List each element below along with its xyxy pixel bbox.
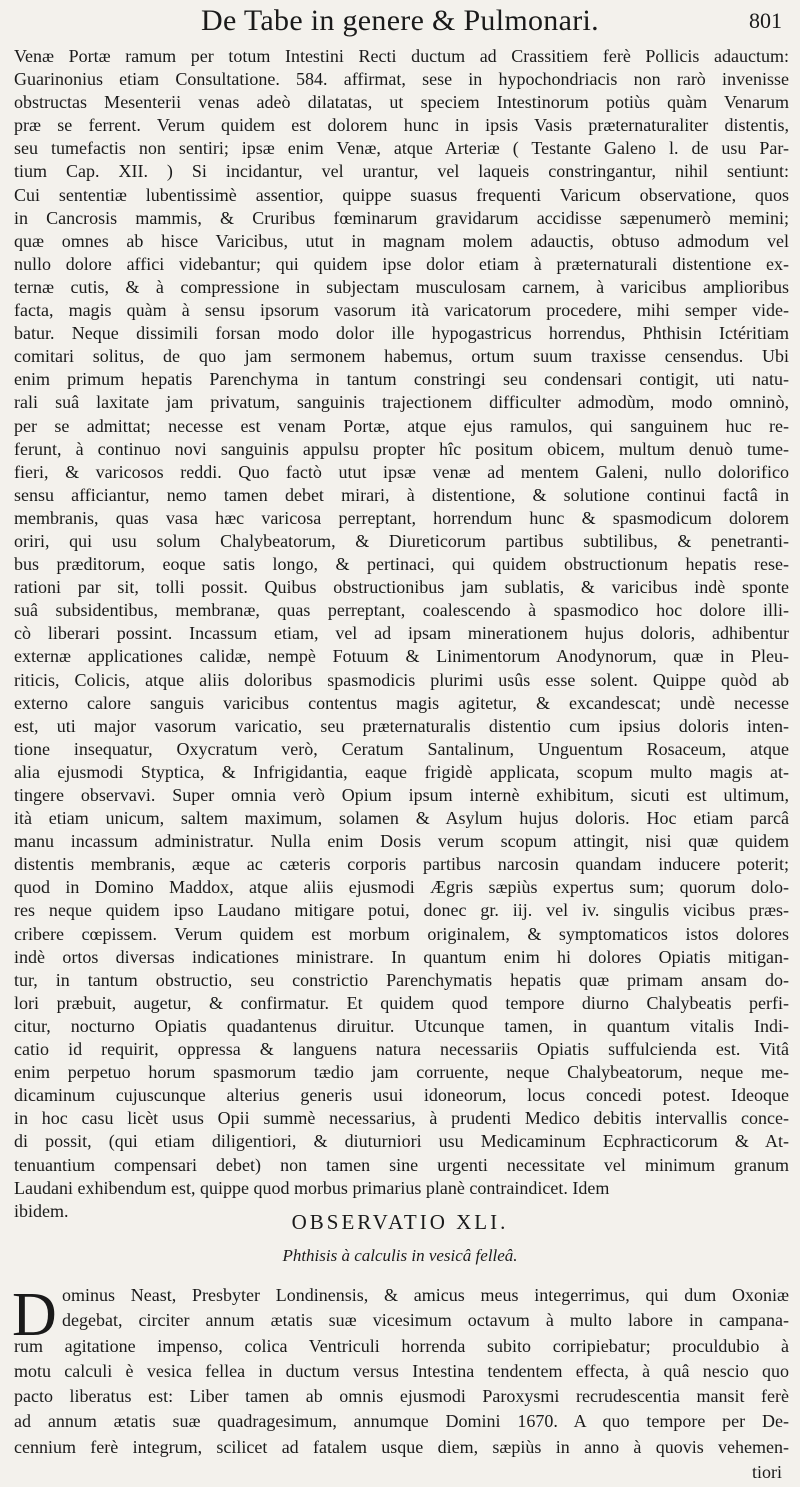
- text-line: tur, in tantum obstructio, seu constrictio Parenchymatis hepatis quæ primam ansam do-: [14, 969, 789, 990]
- text-line: in hoc casu licèt usus Opii summè necessarius, à prudenti Medico debitis intervallis conce-: [14, 1108, 789, 1129]
- text-line: Venæ Portæ ramum per totum Intestini Recti ductum ad Crassitiem ferè Pollicis adauctum:: [14, 46, 789, 66]
- observation-text-block: [14, 1283, 789, 1460]
- text-line: tione insequatur, Oxycratum verò, Ceratum Santalinum, Unguentum Rosaceum, atque: [14, 738, 789, 759]
- catchword: tiori: [752, 1462, 782, 1482]
- running-title: De Tabe in genere & Pulmonari.: [201, 4, 599, 37]
- text-line: batur. Neque dissimili forsan modo dolor ille hypogastricus horrendus, Phthisin Ictéritiam: [14, 323, 789, 344]
- observation-heading: OBSERVATIO XLI.: [291, 1210, 509, 1234]
- text-line: nullo dolore affici videbantur; qui quidem ipse dolor etiam à præternaturali distentione ex-: [14, 253, 789, 274]
- observation-line: pacto liberatus est: Liber tamen ab omnis ejusmodi Paroxysmi recrudescentia mansit ferè: [14, 1386, 789, 1407]
- text-line: tingere observavi. Super omnia verò Opium ipsum internè exhibitum, sicuti est ultimum,: [14, 785, 789, 805]
- text-line: quæ omnes ab hisce Varicibus, utut in magnam molem adauctis, obtuso admodum vel: [14, 230, 789, 251]
- text-line: enim primum hepatis Parenchyma in tantum constringi seu condensari contigit, uti natu-: [14, 369, 789, 390]
- text-line: fieri, & varicosos reddi. Quo factò utut ipsæ venæ ad mentem Galeni, nullo dolorifico: [14, 461, 789, 482]
- text-line: di possit, (qui etiam diligentiori, & diuturniori usu Medicaminum Ecphracticorum & At-: [14, 1131, 789, 1152]
- text-line: quod in Domino Maddox, atque aliis ejusmodi Ægris sæpiùs expertus sum; quorum dolo-: [14, 877, 789, 898]
- text-line: bus præditorum, eoque satis longo, & pertinaci, qui quidem obstructionum hepatis rese-: [14, 554, 789, 575]
- text-line: cribere cœpissem. Verum quidem est morbum originalem, & symptomaticos istos dolores: [14, 923, 789, 944]
- text-line: in Cancrosis mammis, & Cruribus fœminarum gravidarum accidisse sæpenumerò memini;: [14, 207, 789, 228]
- text-line: cò liberari possint. Incassum etiam, vel ad ipsam minerationem hujus doloris, adhibentur: [14, 623, 789, 644]
- text-line: tenuantium compensari debet) non tamen sine urgenti necessitate vel minimum granum: [14, 1154, 789, 1175]
- text-line: res neque quidem ipso Laudano mitigare potui, donec gr. iij. vel iv. singulis vicibus præs-: [14, 900, 789, 921]
- text-line: riticis, Colicis, atque aliis doloribus spasmodicis plurimi usûs esse solent. Quippe quòd ab: [14, 669, 789, 690]
- text-line: obstructas Mesenterii venas adeò dilatatas, ut speciem Intestinorum potiùs quàm Venarum: [14, 92, 789, 113]
- text-line: rali suâ laxitate jam privatum, sanguinis trajectionem difficulter admodùm, modo omninò,: [14, 392, 789, 413]
- text-line: Laudani exhibendum est, quippe quod morbus primarius planè contraindicet. Idem: [14, 1177, 610, 1198]
- text-line: Cui sententiæ lubentissimè assentior, quippe suasus frequenti Varicum observatione, quos: [14, 184, 789, 205]
- text-line: ibidem.: [14, 1200, 69, 1221]
- text-line: ità etiam unicum, saltem maximum, solamen & Asylum hujus doloris. Hoc etiam parcâ: [14, 808, 789, 829]
- text-line: tium Cap. XII. ) Si incidantur, vel urantur, vel laqueis constringantur, nihil sentiunt:: [14, 161, 789, 182]
- observation-line: cennium ferè integrum, scilicet ad fatalem usque diem, sæpiùs in anno à quovis vehemen-: [14, 1436, 789, 1457]
- running-head: [0, 0, 800, 48]
- main-text-block: [14, 45, 789, 1223]
- text-line: ferunt, à continuo novi sanguinis appulsu propter hîc positum obicem, multum denuò tume-: [14, 438, 789, 459]
- text-line: præ se ferrent. Verum quidem est dolorem hunc in ipsis Vasis præternaturaliter distentis,: [14, 115, 789, 136]
- text-line: citur, nocturno Opiatis quadantenus diruitur. Utcunque tamen, in quantum vitalis Indi-: [14, 1015, 789, 1036]
- observation-subtitle: Phthisis à calculis in vesicâ felleâ.: [282, 1246, 518, 1265]
- text-line: oriri, qui usu solum Chalybeatorum, & Diureticorum partibus subtilibus, & penetranti-: [14, 530, 789, 551]
- text-line: catio id requirit, oppressa & languens natura necessariis Opiatis suffulcienda est. Vitâ: [14, 1039, 789, 1060]
- text-line: facta, magis quàm à sensu ipsorum vasorum ità varicatorum procedere, mihi semper vide-: [14, 300, 789, 321]
- text-line: enim perpetuo horum spasmorum tædio jam corruente, neque Chalybeatorum, neque me-: [14, 1062, 789, 1083]
- text-line: seu tumefactis non sentiri; ipsæ enim Venæ, atque Arteriæ ( Testante Galeno l. de usu Par-: [14, 138, 789, 159]
- text-line: sensu afficiantur, nemo tamen debet mirari, à distentione, & solutione continui factâ in: [14, 484, 789, 505]
- observation-line: motu calculi è vesica fellea in ductum versus Intestina tendentem effecta, à quâ nescio quo: [14, 1360, 789, 1381]
- text-line: rationi par sit, tolli possit. Quibus obstructionibus jam sublatis, & varicibus indè sponte: [14, 577, 789, 598]
- text-line: lori præbuit, augetur, & confirmatur. Et quidem quod tempore diurno Chalybeatis perfi-: [14, 992, 789, 1013]
- text-line: indè ortos diversas indicationes ministrare. In quantum enim hi dolores Opiatis mitigan-: [14, 946, 789, 967]
- observation-line: ominus Neast, Presbyter Londinensis, & amicus meus integerrimus, qui dum Oxoniæ: [62, 1285, 789, 1305]
- text-line: suâ subsidentibus, membranæ, quas perreptant, coalescendo à spasmodico hoc dolore illi-: [14, 600, 789, 621]
- page-number: 801: [749, 8, 782, 33]
- text-line: alia ejusmodi Styptica, & Infrigidantia, eaque frigidè applicata, scopum multo magis at-: [14, 761, 789, 782]
- text-line: externo calore sanguis varicibus contentus magis agitetur, & excandescat; undè necesse: [14, 692, 789, 713]
- observation-line: rum agitatione impenso, colica Ventriculi horrenda subito corripiebatur; proculdubio à: [14, 1335, 789, 1356]
- text-line: membranis, quas vasa hæc varicosa perreptant, horrendum hunc & spasmodicum dolorem: [14, 507, 789, 528]
- observation-line: ad annum ætatis suæ quadragesimum, annumque Domini 1670. A quo tempore per De-: [14, 1411, 789, 1432]
- text-line: Guarinonius etiam Consultatione. 584. affirmat, sese in hypochondriacis non rarò invenisse: [14, 69, 789, 90]
- text-line: ternæ cutis, & à compressione in subjectam musculosam carnem, à varicibus amplioribus: [14, 276, 789, 297]
- drop-cap: D: [12, 1281, 57, 1349]
- text-line: comitari solitus, de quo jam sermonem habemus, ortum suum traxisse censendus. Ubi: [14, 346, 789, 367]
- text-line: distentis membranis, æque ac cæteris corporis partibus narcosin quandam inducere poterit;: [14, 854, 789, 875]
- text-line: dicaminum cujuscunque alterius generis usui idoneorum, locus concedi potest. Ideoque: [14, 1085, 789, 1106]
- text-line: manu incassum administratur. Nulla enim Dosis verum scopum attingit, nisi quæ quidem: [14, 831, 789, 852]
- observation-line: degebat, circiter annum ætatis suæ vicesimum octavum à multo labore in campana-: [62, 1310, 789, 1331]
- text-line: externæ applicationes calidæ, nempè Fotuum & Linimentorum Anodynorum, quæ in Pleu-: [14, 646, 789, 667]
- text-line: per se admittat; necesse est venam Portæ, atque ejus ramulos, qui sanguinem huc re-: [14, 415, 789, 436]
- text-line: est, uti major vasorum varicatio, seu præternaturalis distentio cum ipsius doloris inten-: [14, 715, 789, 736]
